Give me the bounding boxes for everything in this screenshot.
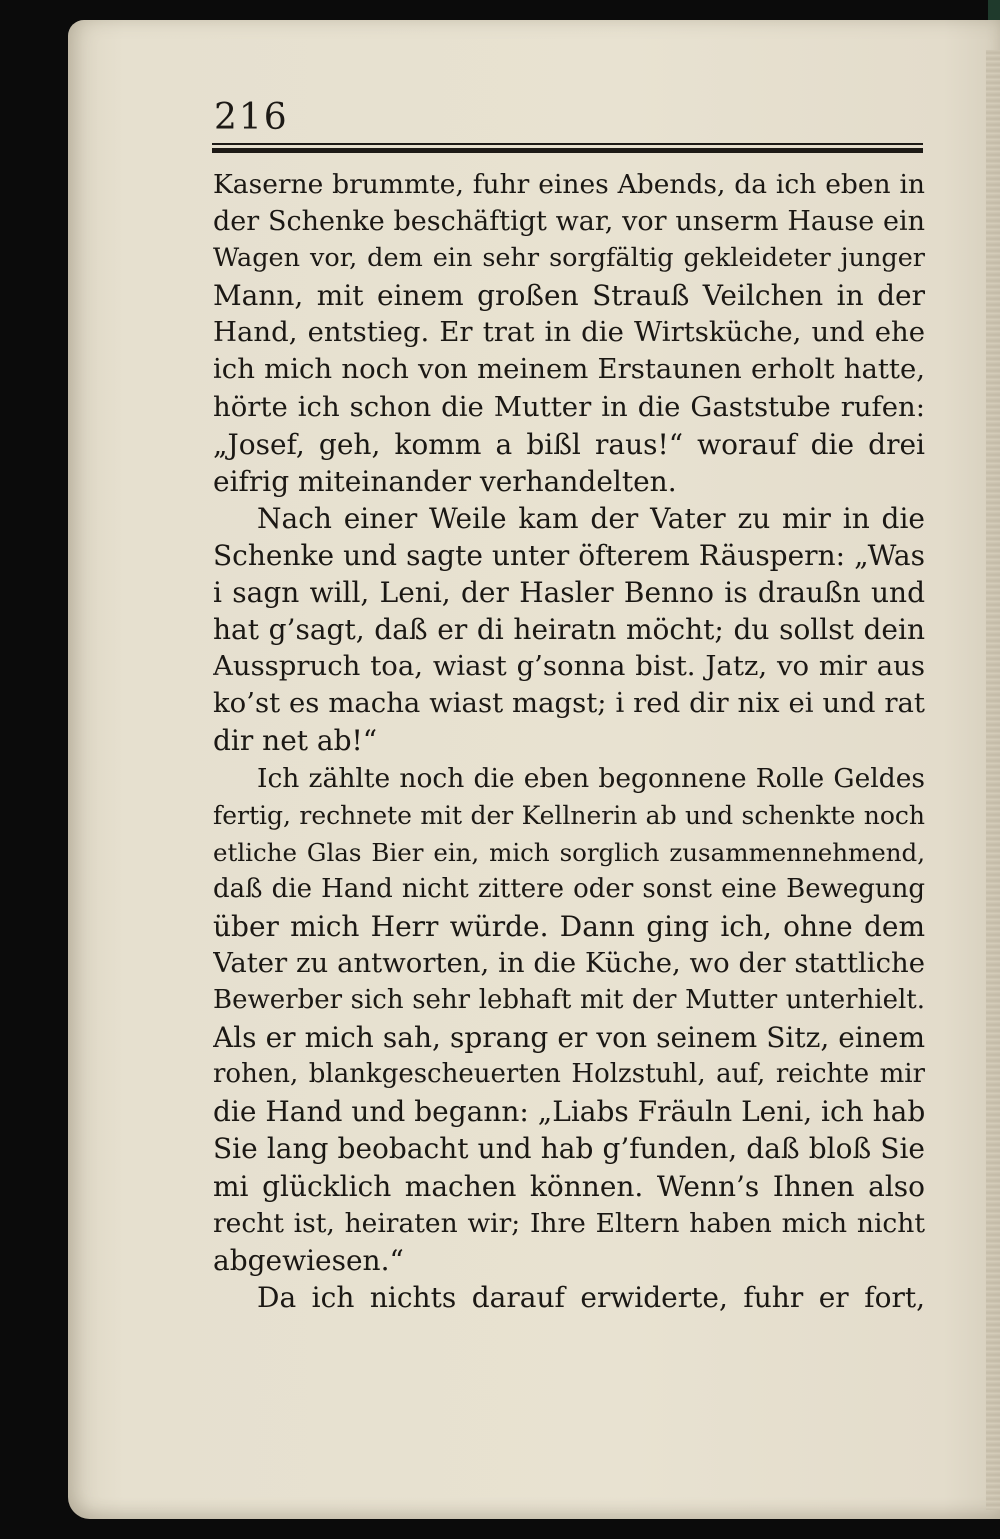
text-line: Bewerber sich sehr lebhaft mit der Mutter unterhielt. <box>213 985 925 1016</box>
body-text <box>213 166 925 1316</box>
text-line: ich mich noch von meinem Erstaunen erholt hatte, <box>213 353 925 386</box>
text-line: die Hand und begann: „Liabs Fräuln Leni, ich hab <box>213 1095 925 1129</box>
text-line: Ausspruch toa, wiast g’sonna bist. Jatz, vo mir aus <box>213 650 925 683</box>
text-line: Ich zählte noch die eben begonnene Rolle Geldes <box>257 762 925 794</box>
text-line: der Schenke beschäftigt war, vor unserm Hause ein <box>213 206 925 238</box>
text-line: Da ich nichts darauf erwiderte, fuhr er fort, <box>257 1280 925 1314</box>
text-line: hörte ich schon die Mutter in die Gaststube rufen: <box>213 390 925 423</box>
text-line: Wagen vor, dem ein sehr sorgfältig gekleideter junger <box>213 243 925 274</box>
header-rule-thin <box>212 143 923 145</box>
text-line: etliche Glas Bier ein, mich sorglich zusammennehmend, <box>213 837 925 867</box>
text-line: „Josef, geh, komm a bißl raus!“ worauf die drei <box>213 427 925 461</box>
text-line: dir net ab!“ <box>213 724 378 758</box>
text-line: Sie lang beobacht und hab g’funden, daß bloß Sie <box>213 1132 925 1166</box>
text-line: recht ist, heiraten wir; Ihre Eltern haben mich nicht <box>213 1207 925 1239</box>
text-line: rohen, blankgescheuerten Holzstuhl, auf, reichte mir <box>213 1059 925 1090</box>
text-line: ko’st es macha wiast magst; i red dir nix ei und rat <box>213 687 925 720</box>
text-line: Schenke und sagte unter öfterem Räuspern: „Was <box>213 538 925 572</box>
page-number: 216 <box>214 97 289 138</box>
text-line: Vater zu antworten, in die Küche, wo der stattliche <box>213 946 925 979</box>
text-line: mi glücklich machen können. Wenn’s Ihnen also <box>213 1169 925 1203</box>
text-line: Hand, entstieg. Er trat in die Wirtsküche, und ehe <box>213 316 925 349</box>
page-stack-edge <box>986 50 1000 1510</box>
text-line: daß die Hand nicht zittere oder sonst eine Bewegung <box>213 873 925 904</box>
text-line: Mann, mit einem großen Strauß Veilchen in der <box>213 279 925 313</box>
text-line: Kaserne brummte, fuhr eines Abends, da ich eben in <box>213 169 925 200</box>
text-line: eifrig miteinander verhandelten. <box>213 464 677 498</box>
text-line: abgewiesen.“ <box>213 1243 404 1277</box>
text-line: über mich Herr würde. Dann ging ich, ohne dem <box>213 909 925 943</box>
text-line: Als er mich sah, sprang er von seinem Sitz, einem <box>213 1021 925 1055</box>
text-line: i sagn will, Leni, der Hasler Benno is draußn und <box>213 576 925 610</box>
header-rule-thick <box>212 148 923 153</box>
text-line: hat g’sagt, daß er di heiratn möcht; du sollst dein <box>213 613 925 647</box>
text-line: Nach einer Weile kam der Vater zu mir in die <box>257 501 925 535</box>
text-line: fertig, rechnete mit der Kellnerin ab und schenkte noch <box>213 800 925 830</box>
